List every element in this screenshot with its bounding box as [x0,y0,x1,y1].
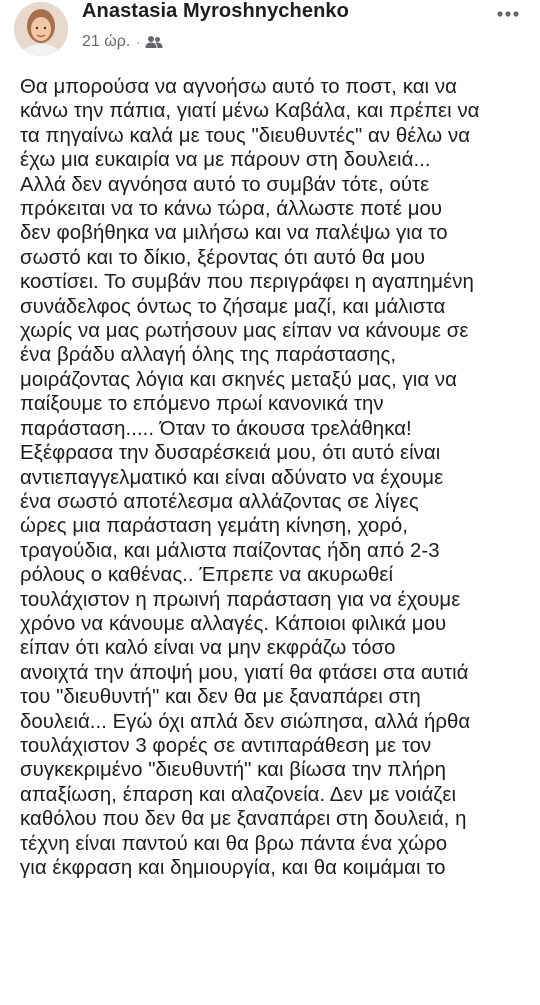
friends-icon[interactable] [145,35,163,49]
post-text-line: Εξέφρασα την δυσαρέσκειά μου, ότι αυτό είναι [20,442,441,465]
post-text-line: τουλάχιστον 3 φορές σε αντιπαράθεση με τον [20,734,432,757]
post-text-line: τραγούδια, και μάλιστα παίζοντας ήδη από 2-3 [20,539,440,562]
author-name[interactable]: Anastasia Myroshnychenko [82,0,349,22]
post-text-line: ένα σωστό αποτέλεσμα αλλάζοντας σε λίγες [20,490,419,513]
more-horizontal-icon [497,11,519,17]
post-text-line: τα πηγαίνω καλά με τους "διευθυντές" αν θέλω να [20,124,471,147]
post-text-line: παίξουμε το επόμενο πρωί κανονικά την [20,393,384,416]
post-text-line: χρόνο να κάνουμε αλλαγές. Κάποιοι φιλικά μου [20,612,447,635]
post-text-line: Αλλά δεν αγνόησα αυτό το συμβάν τότε, ούτε [20,173,430,196]
post-text-line: χωρίς να μας ρωτήσουν μας είπαν να κάνουμε σε [20,320,469,343]
post-text-line: παράσταση..... Όταν το άκουσα τρελάθηκα! [20,417,412,440]
post-text-line: συνάδελφος όντως το ζήσαμε μαζί, και μάλιστα [20,295,446,318]
post-text-line: σωστό και το δίκιο, ξέροντας ότι αυτό θα μου [20,246,426,269]
post-text-line: τουλάχιστον η πρωινή παράσταση για να έχουμε [20,588,461,611]
post-text-line: ένα βράδυ αλλαγή όλης της παράστασης, [20,344,397,367]
post-text-line: είπαν ότι καλό είναι να μην εκφράζω τόσο [20,637,396,660]
post-text-line: κάνω την πάπια, γιατί μένω Καβάλα, και πρέπει να [20,100,480,123]
post-text-line: μοιράζοντας λόγια και σκηνές μεταξύ μας, για να [20,368,457,391]
profile-photo [14,2,68,56]
more-options-button[interactable] [494,4,522,24]
meta-separator: · [136,35,141,49]
post-text-line: ανοιχτά την άποψή μου, γιατί θα φτάσει στα αυτιά [20,661,469,684]
post-text-line: αντιεπαγγελματικό και είναι αδύνατο να έχουμε [20,466,444,489]
post-text-line: απαξίωση, έπαρση και αλαζονεία. Δεν με νοιάζει [20,783,457,806]
avatar[interactable] [14,2,68,56]
post-text [20,75,530,880]
post-text-line: τέχνη είναι παντού και θα βρω πάντα ένα χώρο [20,832,448,855]
post-text-line: του "διευθυντή" και δεν θα με ξαναπάρει στη [20,686,421,709]
post-text-line: ρόλους ο καθένας.. Έπρεπε να ακυρωθεί [20,564,394,587]
post-text-line: δουλειά... Εγώ όχι απλά δεν σιώπησα, αλλά ήρθα [20,710,471,733]
post-text-line: πρόκειται να το κάνω τώρα, άλλωστε ποτέ μου [20,198,443,221]
post-meta [82,33,163,51]
post-text-line: καθόλου που δεν θα με ξαναπάρει στη δουλειά, η [20,808,467,831]
post-header [0,0,540,72]
post-text-line: Θα μπορούσα να αγνοήσω αυτό το ποστ, και να [20,76,457,98]
post-text-line: κοστίσει. Το συμβάν που περιγράφει η αγαπημένη [20,271,474,294]
post-text-line: συγκεκριμένο "διευθυντή" και βίωσα την πλήρη [20,759,447,782]
post-text-line: έχω μια ευκαιρία να με πάρουν στη δουλειά... [20,149,431,172]
post-timestamp[interactable]: 21 ώρ. [82,33,131,50]
post-text-line: για έκφραση και δημιουργία, και θα κοιμάμαι το [20,857,446,879]
post-text-line: ώρες μια παράσταση γεμάτη κίνηση, χορό, [20,515,408,538]
post-text-line: δεν φοβήθηκα να μιλήσω και να παλέψω για το [20,222,448,245]
